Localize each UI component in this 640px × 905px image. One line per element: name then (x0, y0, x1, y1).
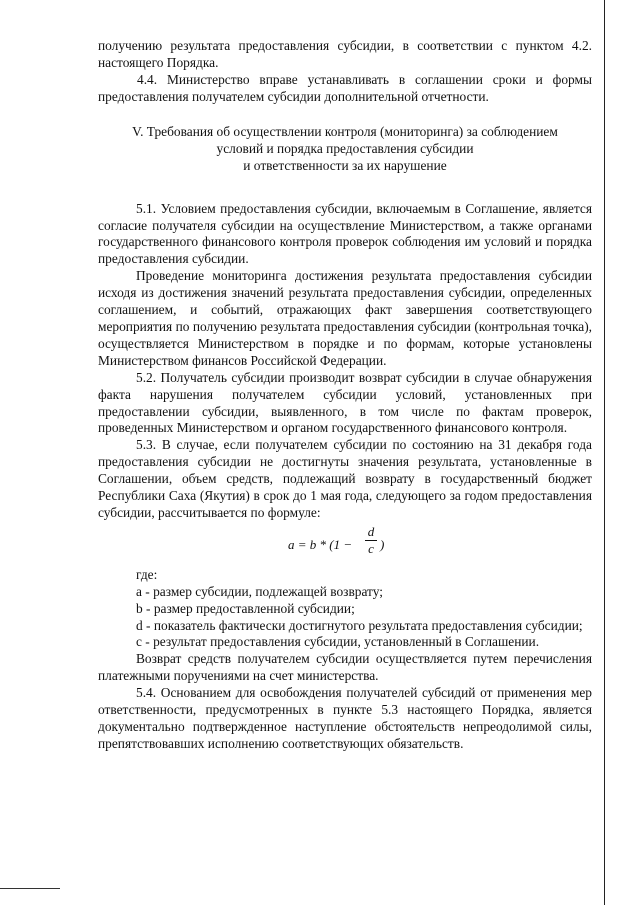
clause-5-1: 5.1. Условием предоставления субсидии, включаемым в Соглашение, является согласие получателя субсидии на осуществление Министерством, а также органами государственного финансового контроля проверок соблюдения им условий и порядка предоставления субсидии. (98, 200, 592, 267)
definitions-where: где: (136, 566, 158, 582)
return-paragraph: Возврат средств получателем субсидии осуществляется путем перечисления платежными поручениями на счет министерства. (98, 651, 592, 684)
scan-edge-line (604, 0, 605, 905)
clause-5-3: 5.3. В случае, если получателем субсидии по состоянию на 31 декабря года предоставления субсидии не достигнуты значения результата, установленные в Соглашении, объем средств, подлежащий возврату в государственный бюджет Республики Саха (Якутия) в срок до 1 мая года, следующего за годом предоставления субсидии, рассчитывается по формуле: (98, 437, 592, 520)
definition-b: b - размер предоставленной субсидии; (136, 600, 355, 616)
clause-5-4: 5.4. Основанием для освобождения получателей субсидий от применения мер ответственности, предусмотренных в пункте 5.3 настоящего Порядка, является документально подтвержденное наступление обстоятельств непреодолимой силы, препятствовавших исполнению соответствующих обязательств. (98, 685, 592, 751)
monitoring-paragraph: Проведение мониторинга достижения результата предоставления субсидии исходя из достижения значений результата предоставления субсидии, определенных соглашением, и событий, отражающих факт завершения соответствующего мероприятия по получению результата предоставления субсидии (контрольная точка), осуществляется Министерством в порядке и по формам, которые установлены Министерством финансов Российской Федерации. (98, 268, 592, 368)
formula-denominator: c (368, 540, 374, 556)
formula-right: ) (380, 536, 385, 552)
definition-a: a - размер субсидии, подлежащей возврату; (136, 583, 383, 599)
definition-c: c - результат предоставления субсидии, установленный в Соглашении. (136, 634, 540, 650)
continued-paragraph: получению результата предоставления субсидии, в соответствии с пунктом 4.2. настоящего Порядка. (98, 38, 592, 70)
clause-5-2: 5.2. Получатель субсидии производит возврат субсидии в случае обнаружения факта нарушения получателем субсидии условий, установленных при предоставлении субсидии, выявленного, в том числе по фактам проверок, проведенных Министерством и органом государственного финансового контроля. (98, 369, 592, 436)
document-page (98, 38, 592, 753)
section-heading (98, 123, 592, 174)
formula-left: a = b * (1 − (288, 536, 353, 552)
section-heading-line-1: V. Требования об осуществлении контроля (мониторинга) за соблюдением (132, 123, 558, 139)
section-heading-line-3: и ответственности за их нарушение (243, 157, 447, 173)
definition-d: d - показатель фактически достигнутого результата предоставления субсидии; (136, 617, 583, 633)
formula-numerator: d (367, 523, 375, 539)
scan-footer-line (0, 888, 60, 889)
section-heading-line-2: условий и порядка предоставления субсидии (216, 140, 474, 156)
formula-fraction (365, 525, 377, 556)
clause-4-4: 4.4. Министерство вправе устанавливать в соглашении сроки и формы предоставления получателем субсидии дополнительной отчетности. (98, 71, 592, 104)
return-formula (98, 525, 592, 563)
definitions-list (98, 567, 592, 652)
